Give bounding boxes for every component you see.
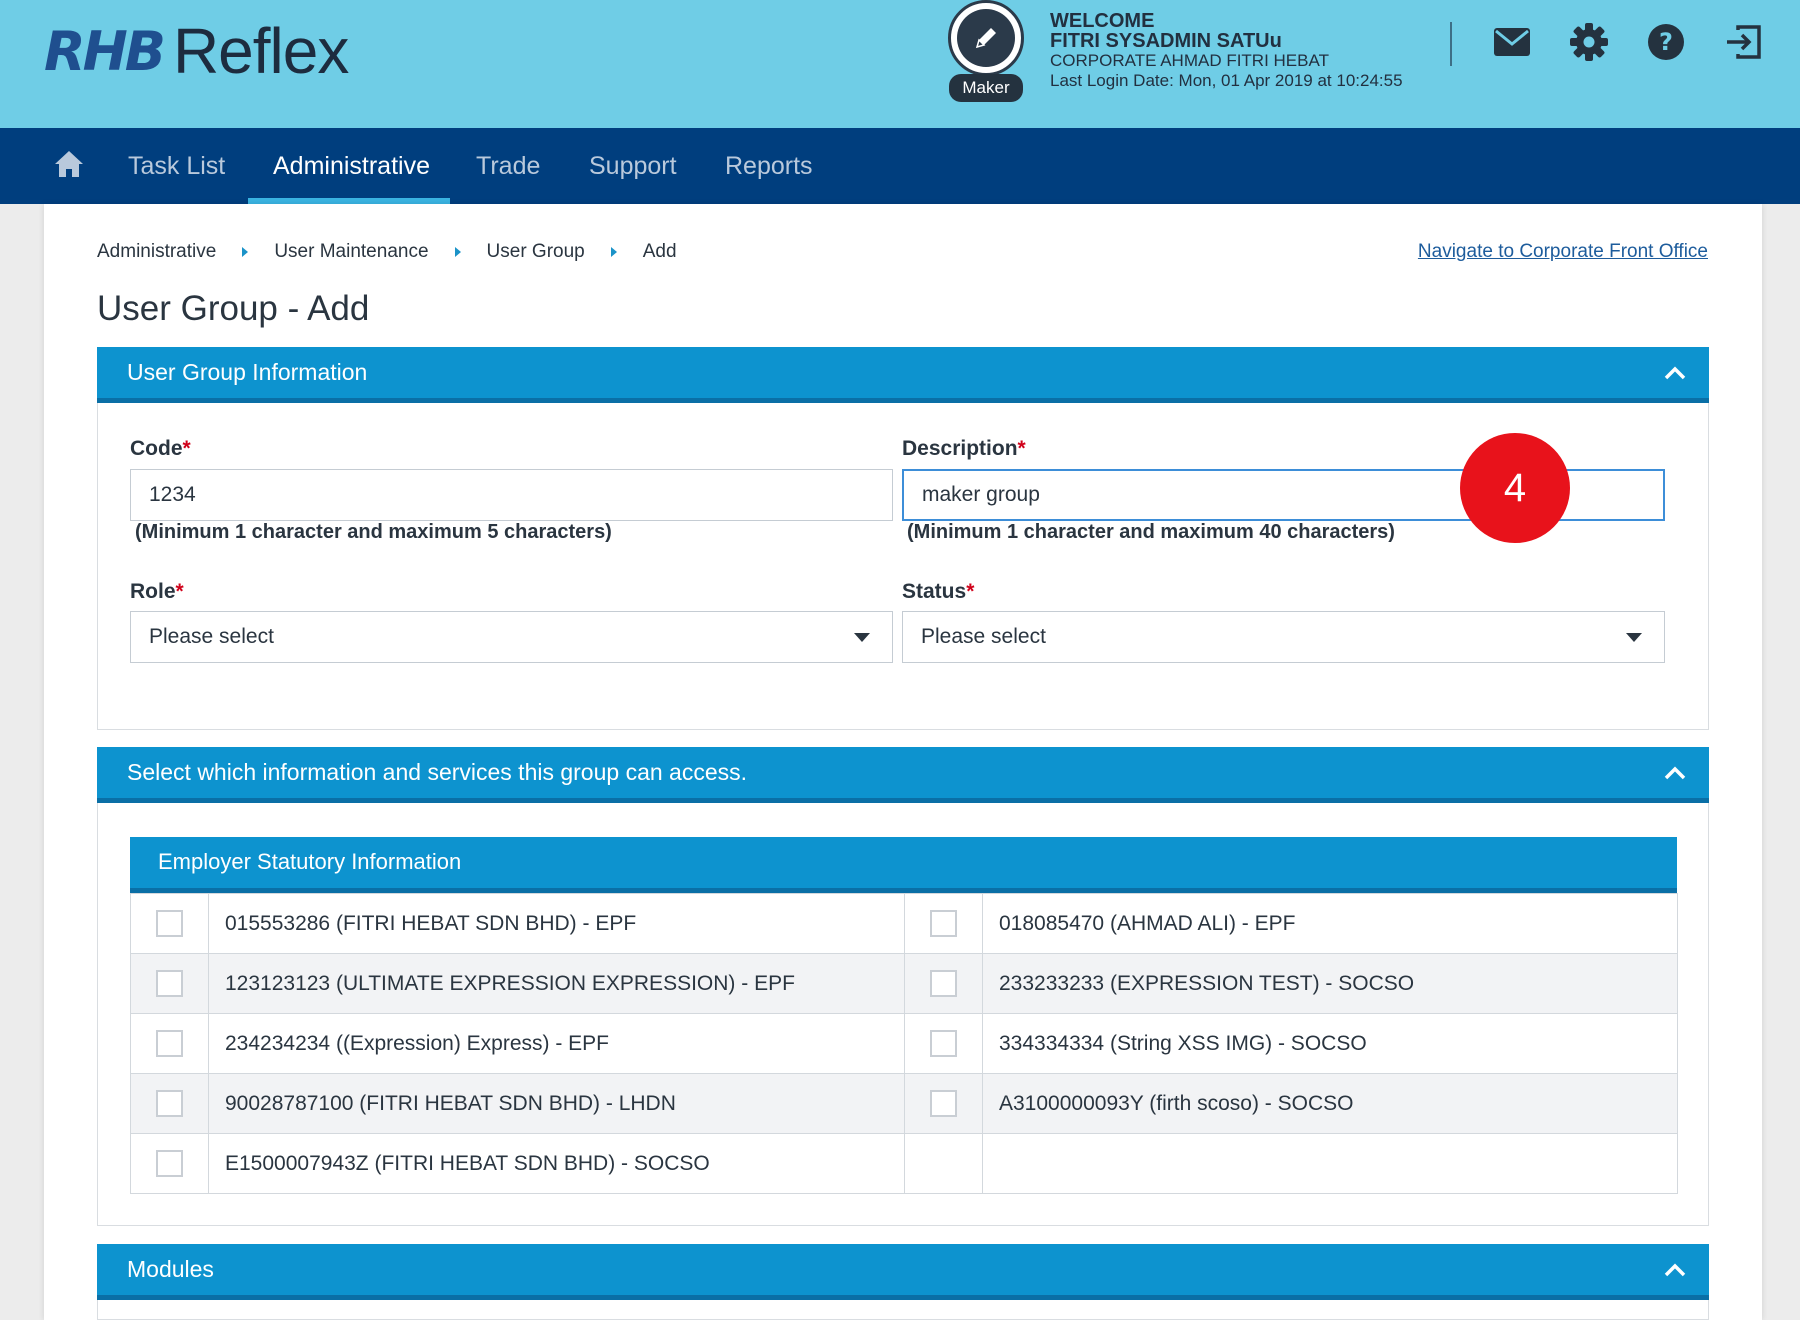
logout-icon[interactable]: [1721, 20, 1765, 64]
caret-down-icon: [854, 633, 870, 642]
checkbox-cell: [131, 954, 209, 1014]
section-title: Select which information and services this group can access.: [127, 759, 748, 785]
chevron-up-icon[interactable]: [1663, 1260, 1687, 1280]
statutory-label: 015553286 (FITRI HEBAT SDN BHD) - EPF: [209, 894, 905, 954]
main-nav: [0, 128, 1800, 204]
required-mark: *: [1017, 437, 1026, 460]
modules-section-header[interactable]: [97, 1244, 1709, 1300]
logo-reflex-text: Reflex: [172, 15, 349, 87]
statutory-checkbox[interactable]: [930, 910, 957, 937]
last-login-date: Last Login Date: Mon, 01 Apr 2019 at 10:24:55: [1050, 71, 1403, 90]
breadcrumb-user-maintenance[interactable]: User Maintenance: [274, 241, 429, 262]
table-row: [131, 1074, 1678, 1134]
employer-statutory-table: [130, 893, 1678, 1194]
maker-avatar: [948, 0, 1024, 76]
nav-reports[interactable]: Reports: [725, 152, 813, 180]
svg-text:?: ?: [1659, 28, 1673, 56]
nav-trade[interactable]: Trade: [476, 152, 541, 180]
top-header: [0, 0, 1800, 128]
table-row: [131, 954, 1678, 1014]
maker-role-indicator[interactable]: [948, 0, 1024, 102]
breadcrumb-administrative[interactable]: Administrative: [97, 241, 217, 262]
logo-rhb-text: RHB: [44, 19, 163, 83]
checkbox-cell: [131, 1014, 209, 1074]
gear-icon[interactable]: [1567, 20, 1611, 64]
statutory-checkbox[interactable]: [930, 1090, 957, 1117]
code-input[interactable]: [130, 469, 893, 521]
description-label: [902, 437, 1026, 461]
company-name: CORPORATE AHMAD FITRI HEBAT: [1050, 51, 1329, 70]
breadcrumb-arrow-icon: [611, 247, 617, 257]
empty-cell: [905, 1134, 983, 1194]
checkbox-cell: [905, 954, 983, 1014]
section-title: Modules: [127, 1256, 214, 1282]
chevron-up-icon[interactable]: [1663, 763, 1687, 783]
caret-down-icon: [1626, 633, 1642, 642]
code-label: [130, 437, 191, 461]
checkbox-cell: [131, 894, 209, 954]
nav-administrative[interactable]: Administrative: [273, 152, 430, 180]
required-mark: *: [182, 437, 191, 460]
role-select[interactable]: [130, 611, 893, 663]
access-section-header[interactable]: [97, 747, 1709, 803]
statutory-checkbox[interactable]: [156, 910, 183, 937]
status-select-value: Please select: [921, 625, 1046, 648]
statutory-label: 234234234 ((Expression) Express) - EPF: [209, 1014, 905, 1074]
required-mark: *: [966, 580, 975, 603]
role-select-value: Please select: [149, 625, 274, 648]
checkbox-cell: [131, 1134, 209, 1194]
table-row: [131, 1014, 1678, 1074]
step-number-badge: 4: [1460, 433, 1570, 543]
statutory-label: 334334334 (String XSS IMG) - SOCSO: [983, 1014, 1678, 1074]
empty-cell: [983, 1134, 1678, 1194]
code-label-text: Code: [130, 437, 183, 460]
statutory-checkbox[interactable]: [156, 1030, 183, 1057]
breadcrumb-arrow-icon: [455, 247, 461, 257]
breadcrumb-user-group[interactable]: User Group: [486, 241, 585, 262]
checkbox-cell: [905, 1014, 983, 1074]
statutory-label: A3100000093Y (firth scoso) - SOCSO: [983, 1074, 1678, 1134]
statutory-checkbox[interactable]: [156, 970, 183, 997]
statutory-label: 233233233 (EXPRESSION TEST) - SOCSO: [983, 954, 1678, 1014]
nav-task-list[interactable]: Task List: [128, 152, 226, 180]
statutory-checkbox[interactable]: [930, 1030, 957, 1057]
statutory-label: 123123123 (ULTIMATE EXPRESSION EXPRESSION) - EPF: [209, 954, 905, 1014]
checkbox-cell: [905, 1074, 983, 1134]
statutory-checkbox[interactable]: [156, 1150, 183, 1177]
employer-statutory-header: Employer Statutory Information: [130, 837, 1677, 893]
status-select[interactable]: [902, 611, 1665, 663]
code-hint: (Minimum 1 character and maximum 5 characters): [135, 521, 612, 543]
checkbox-cell: [131, 1074, 209, 1134]
rhb-reflex-logo[interactable]: [44, 16, 348, 86]
mail-icon[interactable]: [1490, 20, 1534, 64]
description-hint: (Minimum 1 character and maximum 40 characters): [907, 521, 1395, 543]
home-icon[interactable]: [54, 150, 94, 182]
welcome-block: [1050, 11, 1403, 91]
role-label: [130, 580, 184, 604]
help-icon[interactable]: [1644, 20, 1688, 64]
chevron-up-icon[interactable]: [1663, 363, 1687, 383]
pencil-icon: [957, 9, 1015, 67]
breadcrumb-arrow-icon: [242, 247, 248, 257]
breadcrumb: [97, 241, 677, 263]
nav-support[interactable]: Support: [589, 152, 677, 180]
maker-badge: Maker: [949, 74, 1023, 102]
status-label: [902, 580, 974, 604]
statutory-label: E1500007943Z (FITRI HEBAT SDN BHD) - SOCSO: [209, 1134, 905, 1194]
breadcrumb-add: Add: [642, 241, 677, 262]
user-group-info-header[interactable]: [97, 347, 1709, 403]
modules-section-body: [97, 1300, 1709, 1320]
statutory-checkbox[interactable]: [156, 1090, 183, 1117]
description-label-text: Description: [902, 437, 1018, 460]
statutory-label: 018085470 (AHMAD ALI) - EPF: [983, 894, 1678, 954]
welcome-text: WELCOME: [1050, 10, 1155, 32]
required-mark: *: [175, 580, 184, 603]
table-row: [131, 894, 1678, 954]
statutory-checkbox[interactable]: [930, 970, 957, 997]
section-title: User Group Information: [127, 359, 368, 385]
table-row: [131, 1134, 1678, 1194]
corporate-front-office-link[interactable]: Navigate to Corporate Front Office: [1417, 241, 1708, 262]
page-title: User Group - Add: [97, 289, 370, 328]
checkbox-cell: [905, 894, 983, 954]
role-label-text: Role: [130, 580, 176, 603]
header-divider: [1450, 22, 1452, 66]
status-label-text: Status: [902, 580, 967, 603]
user-name: FITRI SYSADMIN SATUu: [1050, 30, 1282, 52]
statutory-label: 90028787100 (FITRI HEBAT SDN BHD) - LHDN: [209, 1074, 905, 1134]
